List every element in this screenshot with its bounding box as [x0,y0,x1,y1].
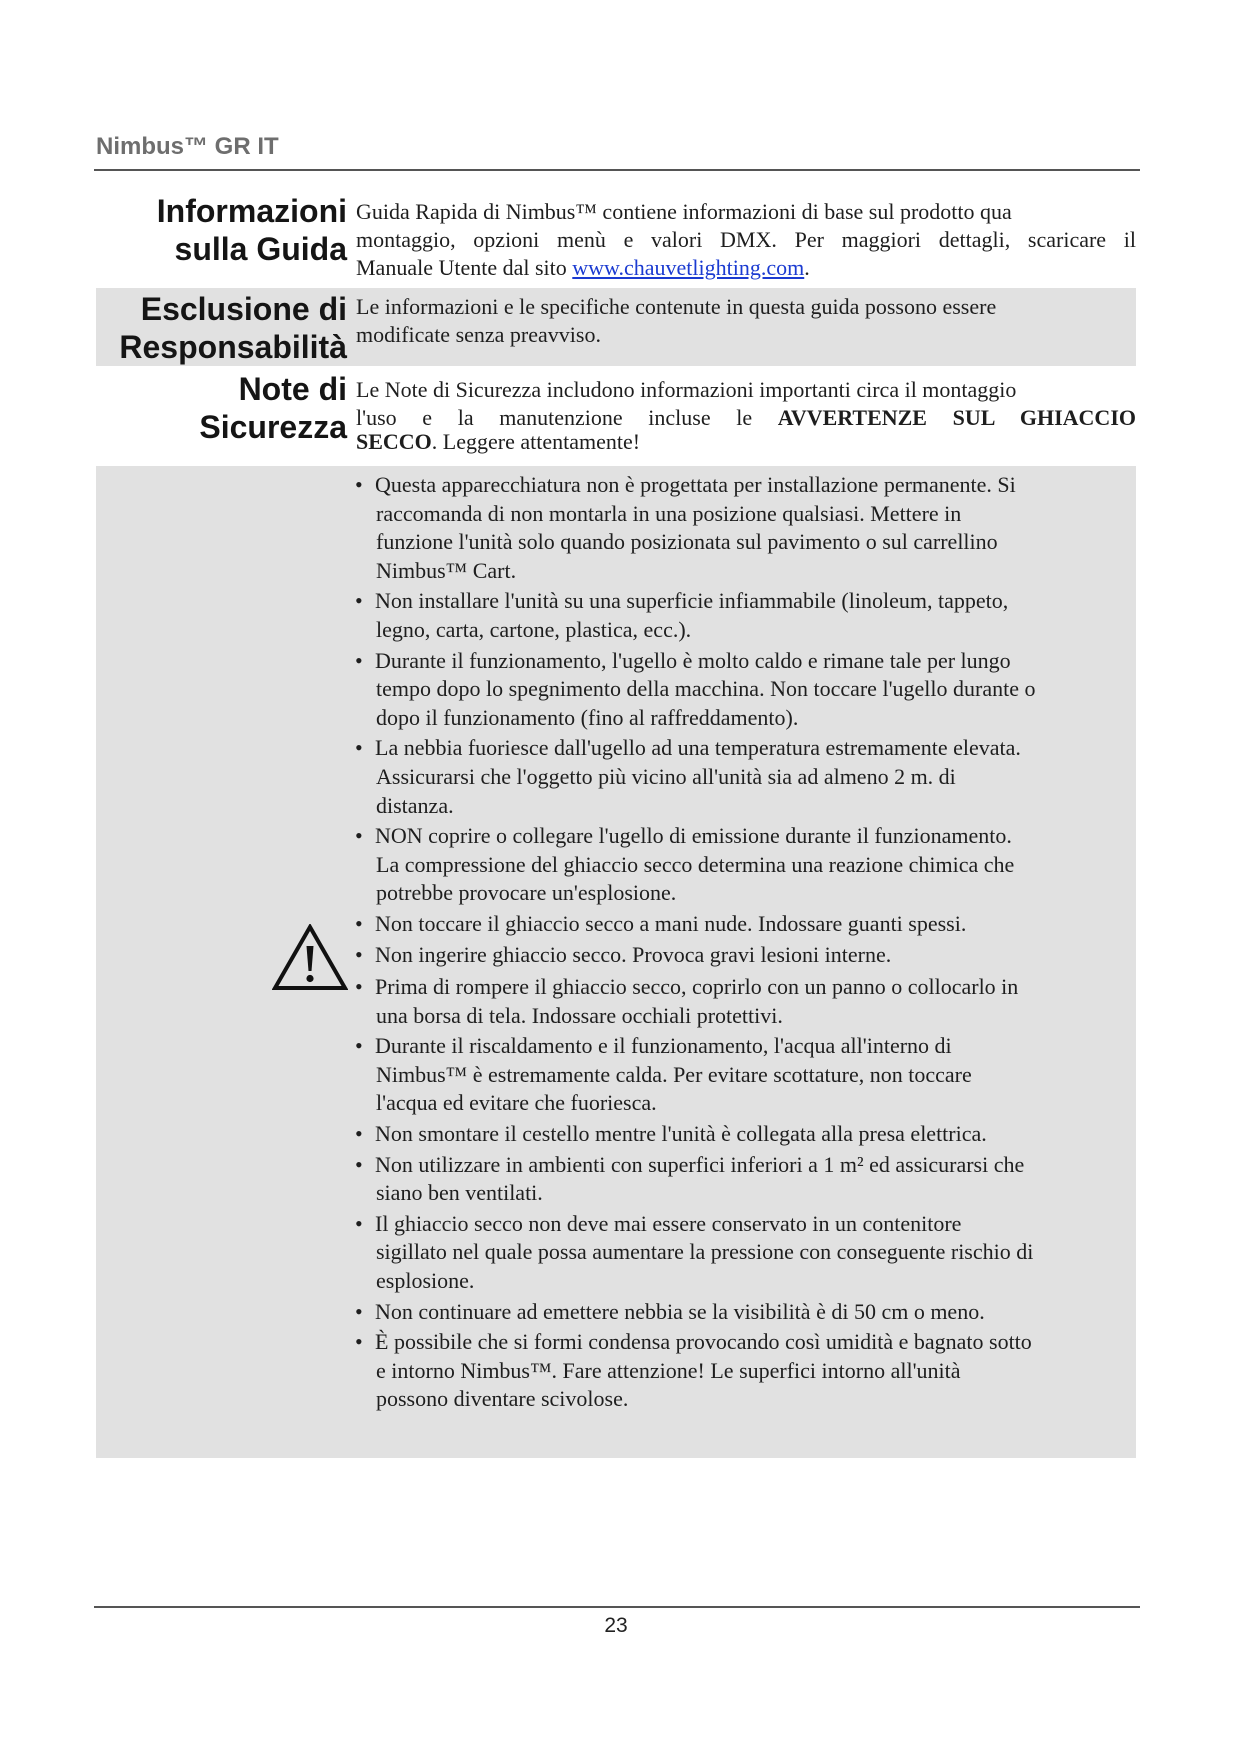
bullet-marker: • [355,974,363,1000]
warning-emphasis: SECCO [356,429,432,454]
body-text: . [804,255,810,280]
safety-bullet-item [355,647,1135,733]
bullet-marker: • [355,735,363,761]
body-line: modificate senza preavviso. [356,322,601,347]
body-text: . Leggere attentamente! [431,429,641,454]
safety-bullet-item [355,734,1135,820]
bullet-line: Durante il funzionamento, l'ugello è molto caldo e rimane tale per lungo [375,647,1011,673]
section-title [96,192,347,268]
body-line [356,254,1136,282]
bullet-marker: • [355,472,363,497]
bullet-marker: • [355,1151,363,1177]
bullet-line: Prima di rompere il ghiaccio secco, coprirlo con un panno o collocarlo in [375,974,1019,1000]
section-title-line: sulla Guida [174,231,347,267]
body-line: Le Note di Sicurezza includono informazioni importanti circa il montaggio [356,377,1017,402]
footer-rule [94,1606,1140,1608]
safety-bullet-item [355,1120,1135,1149]
bullet-line: NON coprire o collegare l'ugello di emissione durante il funzionamento. [375,823,1012,849]
safety-bullet-item [355,1210,1135,1296]
warning-triangle-icon [272,924,348,992]
safety-bullet-item [355,941,1135,970]
header-rule [94,169,1140,171]
bullet-line: esplosione. [376,1268,475,1294]
bullet-line: l'acqua ed evitare che fuoriesca. [376,1090,657,1116]
section-title-line: Informazioni [156,193,347,229]
bullet-line: e intorno Nimbus™. Fare attenzione! Le superfici intorno all'unità [376,1357,961,1383]
bullet-line: possono diventare scivolose. [376,1386,629,1412]
safety-bullet-item [355,1032,1135,1118]
body-line [356,428,1136,456]
safety-bullet-item [355,1298,1135,1327]
bullet-line: funzione l'unità solo quando posizionata sul pavimento o sul carrellino [376,529,998,555]
safety-bullet-item [355,587,1135,644]
section-safety [96,370,1136,462]
bullet-line: tempo dopo lo spegnimento della macchina. Non toccare l'ugello durante o [376,676,1036,702]
website-link[interactable]: www.chauvetlighting.com [572,255,805,280]
section-info [96,192,1136,282]
bullet-line: siano ben ventilati. [376,1180,543,1206]
body-line: Guida Rapida di Nimbus™ contiene informazioni di base sul prodotto qua [356,199,1012,224]
bullet-marker: • [355,588,363,614]
section-body [356,293,1136,349]
section-disclaimer [96,288,1136,366]
bullet-line: Durante il riscaldamento e il funzionamento, l'acqua all'interno di [375,1033,952,1059]
section-body [356,376,1136,456]
bullet-line: Assicurarsi che l'oggetto più vicino all'unità sia ad almeno 2 m. di [376,763,956,789]
safety-bullet-item [355,910,1135,939]
bullet-line: Nimbus™ Cart. [376,557,517,583]
safety-bullet-item [355,471,1135,585]
bullet-marker: • [355,941,363,967]
bullet-line: Nimbus™ è estremamente calda. Per evitare scottature, non toccare [376,1061,972,1087]
bullet-marker: • [355,647,363,673]
safety-bullet-item [355,822,1135,908]
bullet-line: La compressione del ghiaccio secco determina una reazione chimica che [376,851,1015,877]
bullet-marker: • [355,823,363,849]
bullet-line: La nebbia fuoriesce dall'ugello ad una temperatura estremamente elevata. [375,735,1021,761]
bullet-line: Questa apparecchiatura non è progettata per installazione permanente. Si [375,472,1016,497]
safety-bullet-item [355,973,1135,1030]
bullet-line: dopo il funzionamento (fino al raffreddamento). [376,704,799,730]
safety-bullet-item [355,1328,1135,1414]
bullet-line: Non smontare il cestello mentre l'unità è collegata alla presa elettrica. [375,1121,987,1147]
body-text: l'uso e la manutenzione incluse le [356,405,778,430]
bullet-line: Non ingerire ghiaccio secco. Provoca gravi lesioni interne. [375,941,892,967]
safety-warnings-box [96,466,1136,1458]
bullet-line: raccomanda di non montarla in una posizione qualsiasi. Mettere in [376,500,962,526]
bullet-marker: • [355,1298,363,1324]
bullet-marker: • [355,1121,363,1147]
bullet-marker: • [355,1210,363,1236]
bullet-line: distanza. [376,792,454,818]
bullet-line: Non continuare ad emettere nebbia se la visibilità è di 50 cm o meno. [375,1298,985,1324]
safety-bullet-list [355,466,1135,1414]
bullet-line: Non toccare il ghiaccio secco a mani nude. Indossare guanti spessi. [375,910,967,936]
bullet-marker: • [355,1033,363,1059]
bullet-line: sigillato nel quale possa aumentare la pressione con conseguente rischio di [376,1239,1034,1265]
section-title-line: Note di [238,371,347,407]
bullet-marker: • [355,1329,363,1355]
body-text: Manuale Utente dal sito [356,255,573,280]
bullet-line: potrebbe provocare un'esplosione. [376,880,677,906]
bullet-line: legno, carta, cartone, plastica, ecc.). [376,616,692,642]
section-title [96,290,347,366]
section-body [356,198,1136,282]
running-header: Nimbus™ GR IT [96,133,279,160]
page-number: 23 [604,1614,628,1637]
section-title [96,370,347,446]
section-title-line: Sicurezza [199,409,347,445]
bullet-line: È possibile che si formi condensa provocando così umidità e bagnato sotto [375,1329,1032,1355]
bullet-line: Non installare l'unità su una superficie infiammabile (linoleum, tappeto, [375,588,1009,614]
body-line: Le informazioni e le specifiche contenute in questa guida possono essere [356,294,997,319]
bullet-line: Il ghiaccio secco non deve mai essere conservato in un contenitore [375,1210,962,1236]
section-title-line: Responsabilità [119,329,347,365]
safety-bullet-item [355,1151,1135,1208]
bullet-marker: • [355,910,363,936]
bullet-line: una borsa di tela. Indossare occhiali protettivi. [376,1002,783,1028]
section-title-line: Esclusione di [140,291,347,327]
bullet-line: Non utilizzare in ambienti con superfici inferiori a 1 m² ed assicurarsi che [375,1151,1025,1177]
warning-emphasis: AVVERTENZE SUL GHIACCIO [777,405,1136,430]
body-line: montaggio, opzioni menù e valori DMX. Per maggiori dettagli, scaricare il [356,227,1136,252]
